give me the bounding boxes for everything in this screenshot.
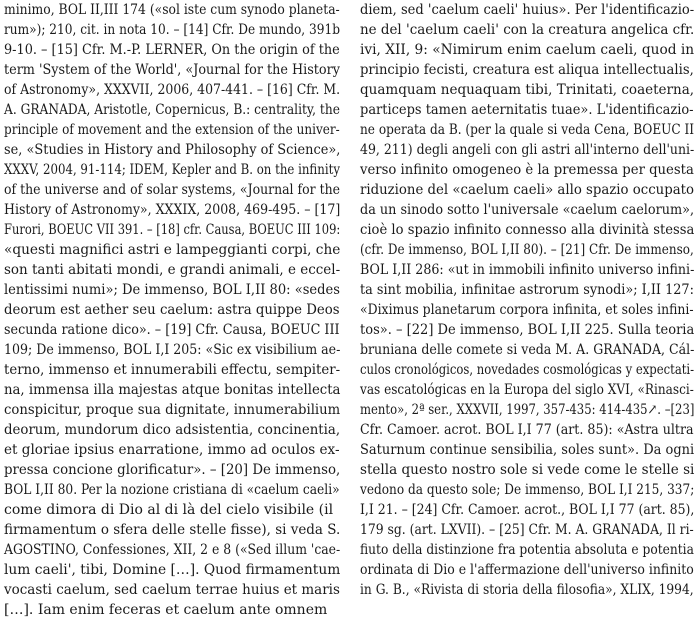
text-line: cioè lo spazio infinito connesso alla divinità stessa	[360, 222, 695, 238]
text-line: culos cronológicos, novedades cosmológicas y expectati-	[360, 362, 695, 378]
text-line: of Astronomy», XXXVII, 2006, 407-441. – [16] Cfr. M.	[4, 82, 341, 98]
text-line: ne operata da B. (per la quale si veda Cena, BOEUC II	[360, 122, 695, 138]
text-line: na, immensa illa majestas atque bonitas intellecta	[4, 382, 341, 398]
text-line: BOL I,II 286: «ut in immobili infinito universo infini-	[360, 262, 695, 278]
text-line: in G. B., «Rivista di storia della filosofia», XLIX, 1994,	[360, 582, 694, 598]
text-line: Saturnum continue sensibilia, soles sunt». Da ogni	[360, 442, 695, 458]
text-line: AGOSTINO, Confessiones, XII, 2 e 8 («Sed illum 'cae-	[4, 542, 341, 558]
text-line: mento», 2ª ser., XXXVII, 1997, 357-435: 414-435↗. –[23]	[360, 402, 695, 418]
text-line: 109; De immenso, BOL I,I 205: «Sic ex visibilium ae-	[4, 342, 341, 358]
text-line: vedono da questo sole; De immenso, BOL I,I 215, 337;	[360, 482, 695, 498]
text-line: lentissimi numi»; De immenso, BOL I,II 80: «sedes	[4, 282, 340, 298]
text-line: A. GRANADA, Aristotle, Copernicus, B.: centrality, the	[4, 102, 340, 118]
text-line: quamquam nequaquam tibi, Trinitati, coaeterna,	[360, 82, 695, 98]
text-line: verso infinito omogeneo è la premessa per questa	[360, 162, 694, 178]
text-line: I,I 21. – [24] Cfr. Camoer. acrot., BOL I,I 77 (art. 85),	[360, 502, 695, 518]
text-line: secunda ratione dico». – [19] Cfr. Causa, BOEUC III	[4, 322, 340, 338]
text-line: terno, immenso et innumerabili effectu, sempiter-	[4, 362, 341, 378]
text-line: pressa concione glorificatur». – [20] De immenso,	[4, 462, 341, 478]
text-line: et gloriae ipsius enarratione, immo ad oculos ex-	[4, 442, 340, 458]
text-line: minimo, BOL II,III 174 («sol iste cum synodo planeta-	[4, 2, 340, 18]
text-line: stella questo nostro sole si vede come le stelle si	[360, 462, 695, 478]
text-line: conspicitur, proque sua dignitate, innumerabilium	[4, 402, 341, 418]
text-line: come dimora di Dio al di là del cielo visibile (il	[4, 502, 334, 518]
text-line: Cfr. Camoer. acrot. BOL I,I 77 (art. 85): «Astra ultra	[360, 422, 694, 438]
text-line: […]. Iam enim feceras et caelum ante omnem	[4, 602, 328, 618]
text-line: bruniana delle comete si veda M. A. GRANADA, Cál-	[360, 342, 695, 358]
text-line: term 'System of the World', «Journal for the History	[4, 62, 340, 78]
text-line: principio fecisti, creatura est aliqua intellectualis,	[360, 62, 694, 78]
text-line: riduzione del «caelum caeli» allo spazio occupato	[360, 182, 694, 198]
text-line: «questi magnifici astri e lampeggianti corpi, che	[4, 242, 341, 258]
text-line: vocasti caelum, sed caelum terrae huius et maris	[4, 582, 340, 598]
footnotes-right-column	[360, 0, 694, 600]
text-line: ivi, XII, 9: «Nimirum enim caelum caeli, quod in	[360, 42, 695, 58]
text-line: particeps tamen aeternitatis tuae». L'identificazio-	[360, 102, 694, 118]
text-line: «Diximus planetarum corpora infinita, et soles infini-	[360, 302, 694, 318]
text-line: 49, 211) degli angeli con gli astri all'interno dell'uni-	[360, 142, 695, 158]
text-line: History of Astronomy», XXXIX, 2008, 469-495. – [17]	[4, 202, 341, 218]
text-line: of the universe and of solar systems, «Journal for the	[4, 182, 341, 198]
text-line: son tanti abitati mondi, e grandi animali, e eccel-	[4, 262, 341, 278]
text-line: da un sinodo sotto l'universale «caelum caelorum»,	[360, 202, 695, 218]
text-line: Furori, BOEUC VII 391. – [18] cfr. Causa, BOEUC III 109:	[4, 222, 341, 238]
text-line: vas escatológicas en la Europa del siglo XVI, «Rinasci-	[360, 382, 694, 398]
text-line: fiuto della distinzione fra potentia absoluta e potentia	[360, 542, 694, 558]
text-line: 9-10. – [15] Cfr. M.-P. LERNER, On the origin of the	[4, 42, 340, 58]
text-line: deorum, mundorum dico adsistentia, concinentia,	[4, 422, 341, 438]
text-line: deorum est aether seu caelum: astra quippe Deos	[4, 302, 340, 318]
text-line: diem, sed 'caelum caeli' huius». Per l'identificazio-	[360, 2, 695, 18]
text-line: firmamentum o sfera delle stelle fisse), si veda S.	[4, 522, 341, 538]
text-line: rum»); 210, cit. in nota 10. – [14] Cfr. De mundo, 391b	[4, 22, 341, 38]
text-line: principle of movement and the extension of the univer-	[4, 122, 340, 138]
text-line: ne del 'caelum caeli' con la creatura angelica cfr.	[360, 22, 695, 38]
text-line: XXXV, 2004, 91-114; IDEM, Kepler and B. on the infinity	[4, 162, 340, 178]
text-line: se, «Studies in History and Philosophy of Science»,	[4, 142, 341, 158]
text-line: tos». – [22] De immenso, BOL I,II 225. Sulla teoria	[360, 322, 695, 338]
footnotes-left-column	[4, 0, 340, 620]
text-line: (cfr. De immenso, BOL I,II 80). – [21] Cfr. De immenso,	[360, 242, 694, 258]
text-line: 179 sg. (art. LXVII). – [25] Cfr. M. A. GRANADA, Il ri-	[360, 522, 694, 538]
text-line: lum caeli', tibi, Domine […]. Quod firmamentum	[4, 562, 341, 578]
text-line: ordinata di Dio e l'affermazione dell'universo infinito	[360, 562, 694, 578]
text-line: ta sint mobilia, infinitae astrorum synodi»; I,II 127:	[360, 282, 694, 298]
text-line: BOL I,II 80. Per la nozione cristiana di «caelum caeli»	[4, 482, 340, 498]
